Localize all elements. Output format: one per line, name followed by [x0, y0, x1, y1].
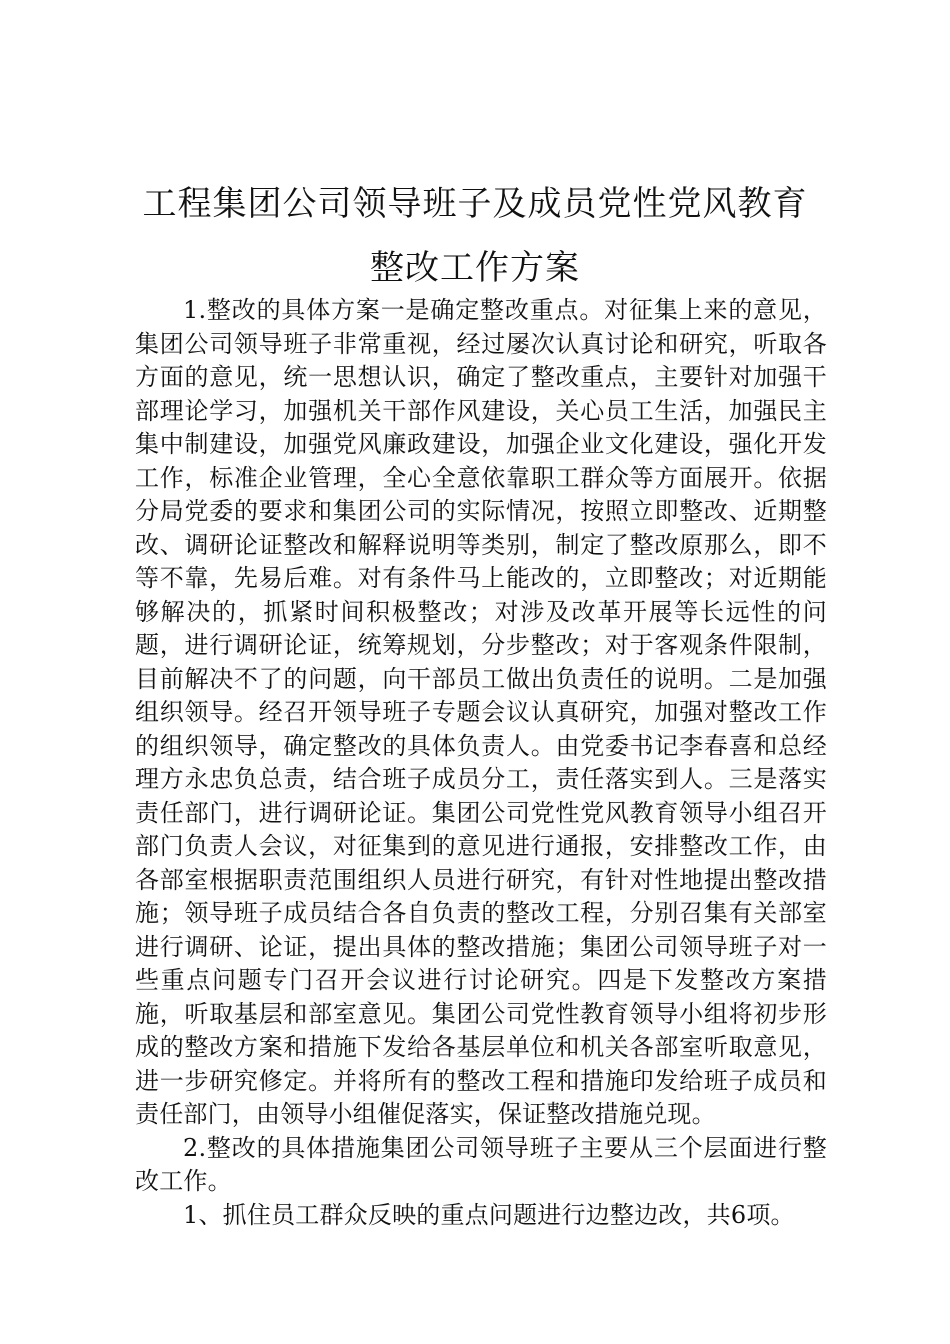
- document-title-line-1: 工程集团公司领导班子及成员党性党风教育: [142, 184, 808, 224]
- document-body: [135, 294, 827, 1232]
- document-title-line-2: 整改工作方案: [370, 248, 580, 288]
- paragraph-3: 1、抓住员工群众反映的重点问题进行边整边改，共6项。: [183, 1200, 795, 1229]
- paragraph-2: 2.整改的具体措施集团公司领导班子主要从三个层面进行整改工作。: [135, 1133, 827, 1195]
- paragraph-1: 1.整改的具体方案一是确定整改重点。对征集上来的意见，集团公司领导班子非常重视，经过屡次认真讨论和研究，听取各方面的意见，统一思想认识，确定了整改重点，主要针对加强干部理论学习，加强机关干部作风建设，关心员工生活，加强民主集中制建设，加强党风廉政建设，加强企业文化建设，强化开发工作，标准企业管理，全心全意依靠职工群众等方面展开。依据分局党委的要求和集团公司的实际情况，按照立即整改、近期整改、调研论证整改和解释说明等类别，制定了整改原那么，即不等不靠，先易后难。对有条件马上能改的，立即整改；对近期能够解决的，抓紧时间积极整改；对涉及改革开展等长远性的问题，进行调研论证，统筹规划，分步整改；对于客观条件限制，目前解决不了的问题，向干部员工做出负责任的说明。二是加强组织领导。经召开领导班子专题会议认真研究，加强对整改工作的组织领导，确定整改的具体负责人。由党委书记李春喜和总经理方永忠负总责，结合班子成员分工，责任落实到人。三是落实责任部门，进行调研论证。集团公司党性党风教育领导小组召开部门负责人会议，对征集到的意见进行通报，安排整改工作，由各部室根据职责范围组织人员进行研究，有针对性地提出整改措施；领导班子成员结合各自负责的整改工程，分别召集有关部室进行调研、论证，提出具体的整改措施；集团公司领导班子对一些重点问题专门召开会议进行讨论研究。四是下发整改方案措施，听取基层和部室意见。集团公司党性教育领导小组将初步形成的整改方案和措施下发给各基层单位和机关各部室听取意见，进一步研究修定。并将所有的整改工程和措施印发给班子成员和责任部门，由领导小组催促落实，保证整改措施兑现。: [135, 296, 827, 1128]
